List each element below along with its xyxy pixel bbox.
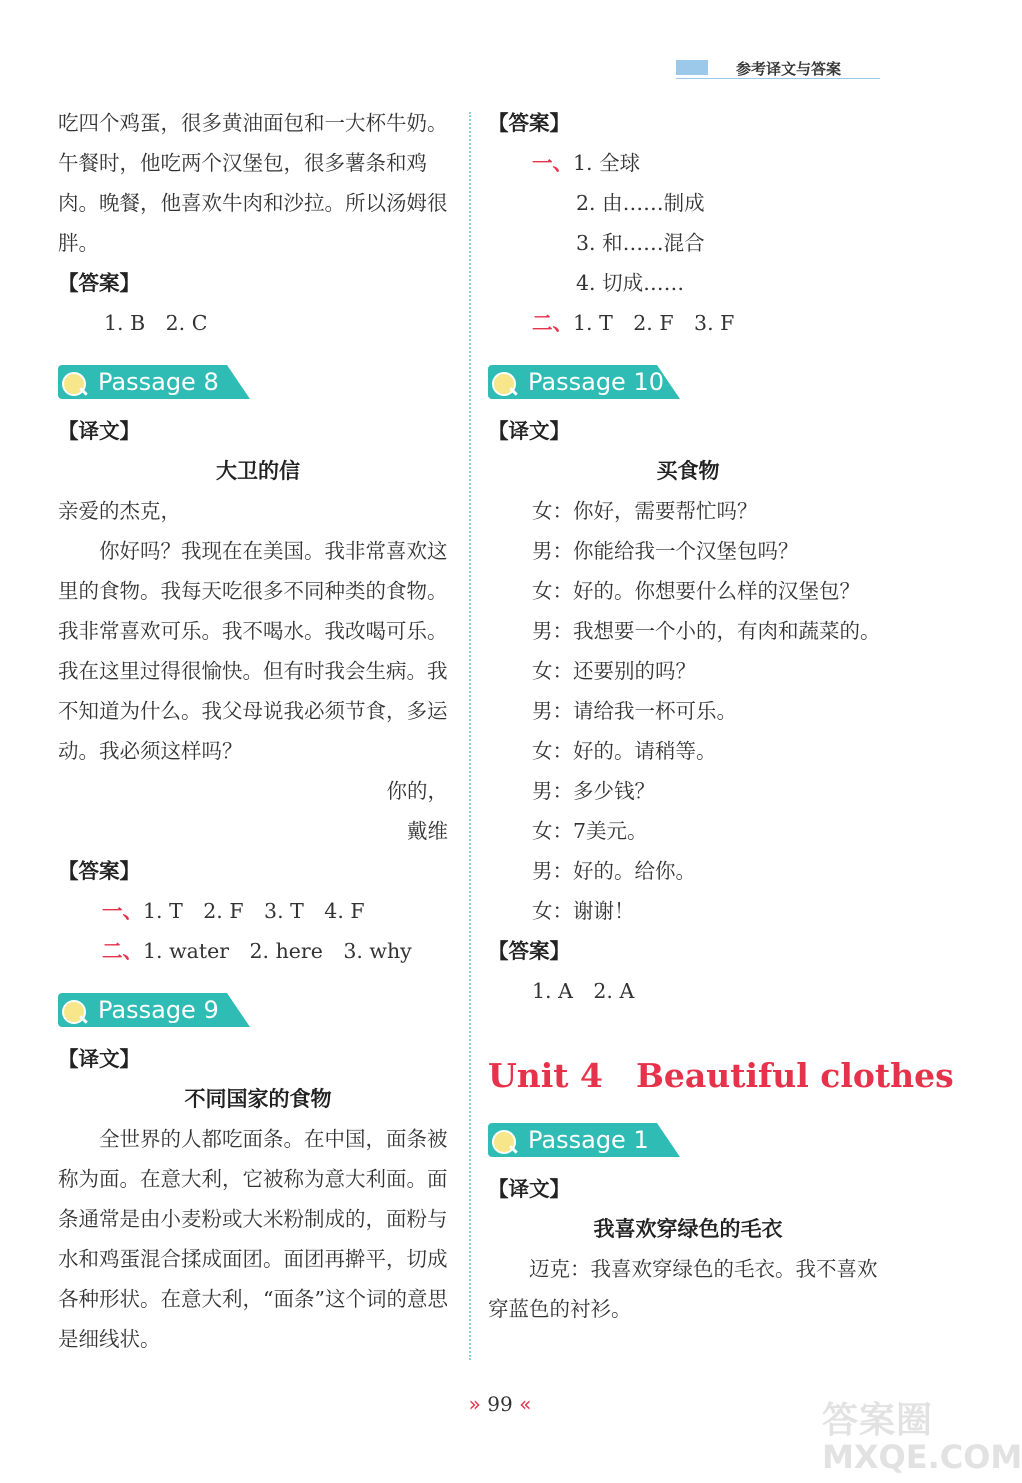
dialogue-line: 女：好的。你想要什么样的汉堡包？ (532, 579, 860, 603)
double-chevron-right-icon: » (468, 1392, 481, 1416)
answer-text: 1. 全球 (573, 151, 641, 175)
answer-label: 【答案】 (58, 271, 140, 295)
bulb-icon (62, 372, 86, 396)
badge-text: Passage 1 (528, 1126, 649, 1154)
dialogue-line: 女：还要别的吗？ (532, 659, 696, 683)
passage-1-badge (488, 1115, 888, 1169)
dialogue-line: 男：请给我一杯可乐。 (532, 699, 737, 723)
answer-line: 1. B 2. C (104, 311, 208, 335)
answer-text: 1. T 2. F 3. F (573, 311, 735, 335)
translation-label: 【译文】 (58, 419, 140, 443)
passage-8-badge (58, 357, 458, 411)
left-column (58, 103, 458, 1359)
dialogue-line: 女：好的。请稍等。 (532, 739, 717, 763)
passage-title: 买食物 (656, 458, 720, 483)
answer-label: 【答案】 (58, 859, 140, 883)
header-underline (676, 78, 880, 79)
badge-text: Passage 8 (98, 368, 219, 396)
part-marker: 一、 (532, 151, 573, 175)
passage-title: 我喜欢穿绿色的毛衣 (593, 1216, 783, 1241)
continued-paragraph: 吃四个鸡蛋，很多黄油面包和一大杯牛奶。午餐时，他吃两个汉堡包，很多薯条和鸡肉。晚餐，他喜欢牛肉和沙拉。所以汤姆很胖。 (58, 111, 448, 255)
dialogue-line: 男：多少钱？ (532, 779, 655, 803)
bulb-icon (62, 1000, 86, 1024)
passage-body: 迈克：我喜欢穿绿色的毛衣。我不喜欢穿蓝色的衬衫。 (488, 1257, 878, 1321)
translation-label: 【译文】 (58, 1047, 140, 1071)
unit-title: Unit 4 Beautiful clothes (488, 1056, 954, 1095)
passage-body: 全世界的人都吃面条。在中国，面条被称为面。在意大利，它被称为意大利面。面条通常是由小麦粉或大米粉制成的，面粉与水和鸡蛋混合揉成面团。面团再擀平，切成各种形状。在意大利，“面条”这个词的意思是细线状。 (58, 1127, 448, 1351)
dialogue-line: 女：你好，需要帮忙吗？ (532, 499, 758, 523)
passage-10-badge (488, 357, 888, 411)
answer-label: 【答案】 (488, 939, 570, 963)
translation-label: 【译文】 (488, 1177, 570, 1201)
column-divider (469, 112, 471, 1360)
header-decor-bar (676, 60, 708, 75)
letter-salutation: 亲爱的杰克， (58, 499, 181, 523)
answer-label: 【答案】 (488, 111, 570, 135)
badge-text: Passage 9 (98, 996, 219, 1024)
answer-line: 2. 由……制成 (576, 191, 705, 215)
part-marker: 二、 (532, 311, 573, 335)
answer-line: 3. 和……混合 (576, 231, 705, 255)
part-marker: 二、 (102, 939, 143, 963)
answer-line (58, 931, 458, 971)
watermark-url: MXQE.COM (822, 1438, 1022, 1476)
dialogue-line: 女：7美元。 (532, 819, 648, 843)
dialogue-line: 男：你能给我一个汉堡包吗？ (532, 539, 799, 563)
answer-line: 1. A 2. A (532, 979, 635, 1003)
header-title: 参考译文与答案 (736, 60, 842, 78)
dialogue-line: 男：好的。给你。 (532, 859, 696, 883)
letter-closing: 你的， (386, 779, 448, 803)
translation-label: 【译文】 (488, 419, 570, 443)
passage-title: 大卫的信 (216, 458, 300, 483)
letter-signature: 戴维 (407, 819, 448, 843)
part-marker: 一、 (102, 899, 143, 923)
bulb-icon (492, 1130, 516, 1154)
double-chevron-left-icon: « (519, 1392, 532, 1416)
answer-line: 4. 切成…… (576, 271, 685, 295)
dialogue-line: 男：我想要一个小的，有肉和蔬菜的。 (532, 619, 881, 643)
badge-text: Passage 10 (528, 368, 664, 396)
letter-body: 你好吗？我现在在美国。我非常喜欢这里的食物。我每天吃很多不同种类的食物。我非常喜欢可乐。我不喝水。我改喝可乐。我在这里过得很愉快。但有时我会生病。我不知道为什么。我父母说我必须节食，多运动。我必须这样吗？ (58, 539, 448, 763)
answer-line (488, 303, 888, 343)
right-column (488, 103, 954, 1329)
page-number: 99 (487, 1392, 513, 1416)
dialogue-line: 女：谢谢！ (532, 899, 635, 923)
answer-line (488, 143, 888, 183)
bulb-icon (492, 372, 516, 396)
watermark-logo: 答案圈 (822, 1400, 934, 1441)
answer-text: 1. T 2. F 3. T 4. F (143, 899, 365, 923)
answer-line (58, 891, 458, 931)
passage-title: 不同国家的食物 (184, 1086, 332, 1111)
answer-text: 1. water 2. here 3. why (143, 939, 412, 963)
passage-9-badge (58, 985, 458, 1039)
